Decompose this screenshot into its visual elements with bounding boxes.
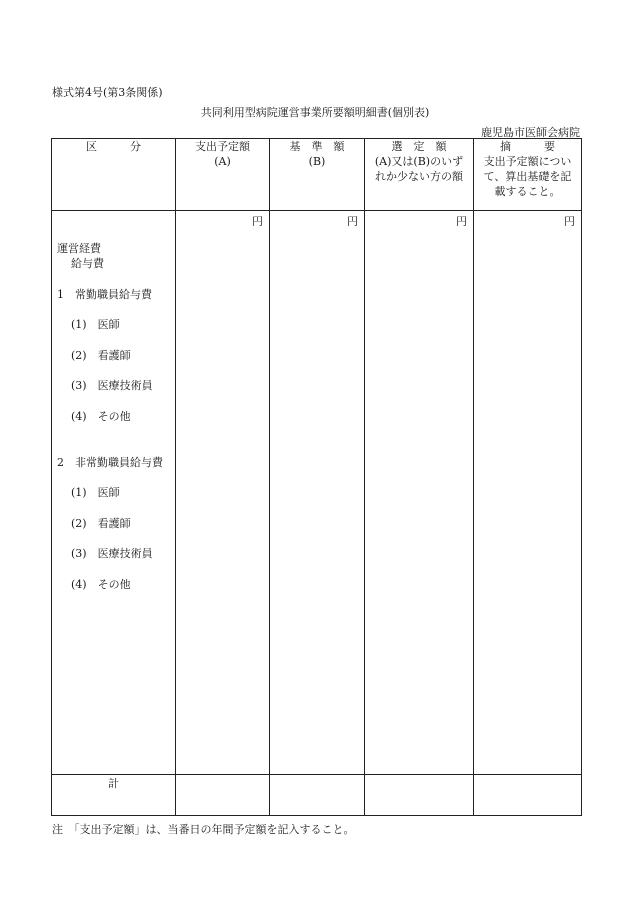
total-row <box>52 775 582 816</box>
yen-unit: 円 <box>564 215 575 228</box>
total-selected-cell[interactable] <box>365 775 474 816</box>
total-planned-cell[interactable] <box>176 775 270 816</box>
list-item: (3) 医療技術員 <box>71 379 153 392</box>
yen-unit: 円 <box>252 215 263 228</box>
remarks-cell[interactable] <box>474 211 582 775</box>
footnote: 注 「支出予定額」は、当番日の年間予定額を記入すること。 <box>52 823 355 836</box>
document-title: 共同利用型病院運営事業所要額明細書(個別表) <box>200 106 430 119</box>
body-row <box>52 211 582 775</box>
organization-name: 鹿児島市医師会病院 <box>481 126 580 139</box>
list-item: (2) 看護師 <box>71 348 131 362</box>
header-standard-amount: 基 準 額 (B) <box>270 139 365 211</box>
section-full-time: 1 常勤職員給与費 <box>57 287 152 301</box>
total-standard-cell[interactable] <box>270 775 365 816</box>
list-item: (4) その他 <box>71 577 131 591</box>
list-item: (1) 医師 <box>71 486 120 499</box>
section-part-time: 2 非常勤職員給与費 <box>57 455 163 469</box>
list-item: (4) その他 <box>71 409 131 423</box>
category-group: 運営経費 <box>57 242 101 255</box>
category-cell <box>52 211 176 775</box>
planned-expenditure-cell[interactable] <box>176 211 270 775</box>
budget-table <box>51 138 582 816</box>
header-category: 区 分 <box>52 139 176 211</box>
total-label: 計 <box>52 775 176 816</box>
yen-unit: 円 <box>456 215 467 228</box>
header-planned-expenditure: 支出予定額 (A) <box>176 139 270 211</box>
list-item: (3) 医療技術員 <box>71 547 153 560</box>
form-number: 様式第4号(第3条関係) <box>52 86 163 99</box>
total-remarks-cell[interactable] <box>474 775 582 816</box>
standard-amount-cell[interactable] <box>270 211 365 775</box>
header-remarks: 摘 要 支出予定額につい て、算出基礎を記 載すること。 <box>474 139 582 211</box>
yen-unit: 円 <box>347 215 358 228</box>
category-subgroup: 給与費 <box>71 257 104 270</box>
selected-amount-cell[interactable] <box>365 211 474 775</box>
header-row <box>52 139 582 211</box>
list-item: (2) 看護師 <box>71 516 131 530</box>
header-selected-amount: 選 定 額 (A)又は(B)のいず れか少ない方の額 <box>365 139 474 211</box>
list-item: (1) 医師 <box>71 318 120 331</box>
